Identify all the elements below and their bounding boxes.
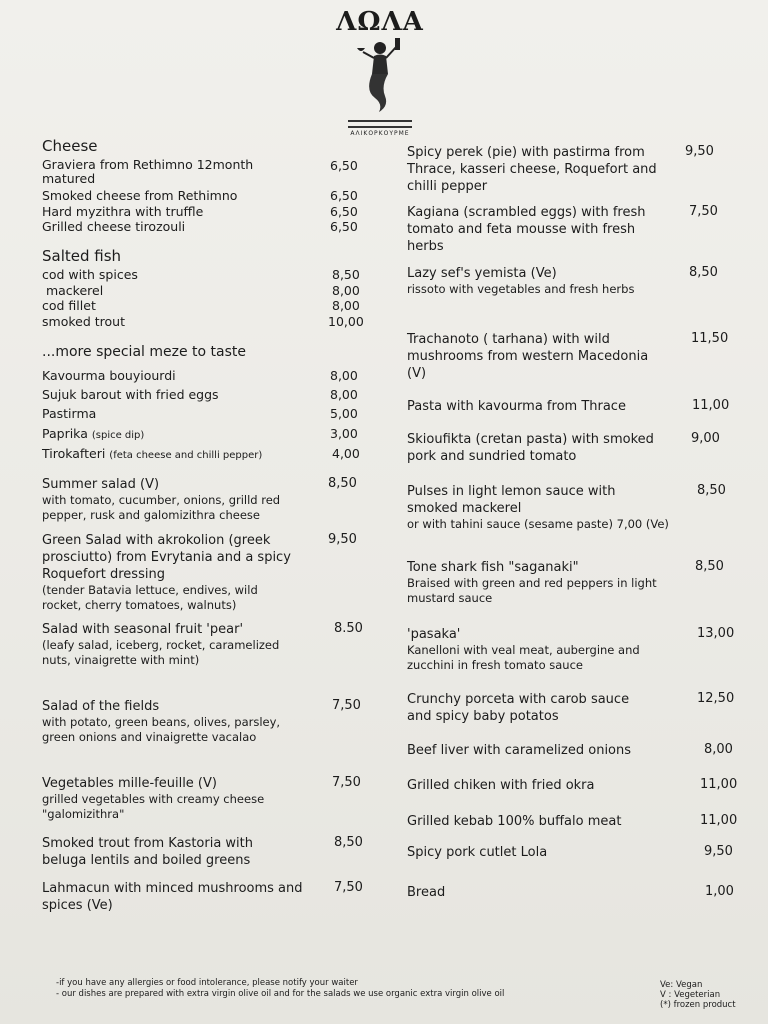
item-name: Grilled cheese tirozouli [42,219,186,234]
menu-item [42,158,372,186]
dish-price: 9,50 [704,844,733,859]
item-price: 8,00 [330,368,358,383]
item-price: 5,00 [330,406,358,421]
logo-subtitle: ΑΛΙΚΟΡΚΟΥΡΜΕ [350,130,410,137]
dish-title: Salad of the fields [42,699,160,714]
dish-description: (tender Batavia lettuce, endives, wild rocket, cherry tomatoes, walnuts) [42,583,258,612]
dish-description: (leafy salad, iceberg, rocket, caramelized nuts, vinaigrette with mint) [42,638,280,667]
dish-price: 11,00 [700,777,738,792]
dish [407,265,742,297]
dish [407,844,752,861]
dish-title: Tone shark fish "saganaki" [407,560,579,575]
item-price: 8,00 [330,387,358,402]
item-name: Hard myzithra with truffle [42,204,204,219]
dish [42,880,367,914]
item-name: Sujuk barout with fried eggs [42,387,219,402]
dish-price: 12,50 [697,691,735,706]
dish-price: 9,50 [328,532,357,547]
dish-price: 8,50 [334,835,363,850]
dish-title: Spicy perek (pie) with pastirma from Thrace, kasseri cheese, Roquefort and chilli pepper [407,145,657,194]
dish [407,398,752,415]
dish-price: 7,50 [334,880,363,895]
dish-description: rissoto with vegetables and fresh herbs [407,282,635,296]
dish-title: Vegetables mille-feuille (V) [42,776,217,791]
dish-price: 7,50 [332,698,361,713]
dish [407,777,752,794]
footer-line: -if you have any allergies or food intolerance, please notify your waiter [56,978,358,988]
item-name-text: Paprika [42,426,88,441]
dish-title: Crunchy porceta with carob sauce and spicy baby potatos [407,692,630,724]
dish-price: 7,50 [332,775,361,790]
dish [407,813,752,830]
dish [42,621,367,668]
dish-description: Braised with green and red peppers in light mustard sauce [407,576,657,605]
legend-vegetarian: V : Vegeterian [660,990,721,1000]
item-name: cod with spices [42,267,138,282]
section-heading-salted-fish: Salted fish [42,247,122,265]
dish [407,742,752,759]
dish-title: Salad with seasonal fruit 'pear' [42,622,244,637]
item-name: smoked trout [42,314,125,329]
dish-price: 8,50 [328,476,357,491]
dish [407,331,747,382]
dish [407,626,752,673]
dish-title: Smoked trout from Kastoria with beluga lentils and boiled greens [42,836,254,868]
section-heading-meze: ...more special meze to taste [42,344,246,360]
item-name: mackerel [42,283,104,298]
section-heading-cheese: Cheese [42,137,98,155]
dish-price: 9,50 [685,144,714,159]
allergy-note [56,978,504,1000]
dish [42,698,367,745]
dish-title: Skioufikta (cretan pasta) with smoked pork and sundried tomato [407,432,654,464]
dish-description: Kanelloni with veal meat, aubergine and zucchini in fresh tomato sauce [407,643,640,672]
dish-title: Pasta with kavourma from Thrace [407,399,626,414]
item-price: 10,00 [328,314,364,329]
dish [407,483,752,532]
dish-title: Kagiana (scrambled eggs) with fresh tomato and feta mousse with fresh herbs [407,205,646,254]
dish-description: with tomato, cucumber, onions, grilld red pepper, rusk and galomizithra cheese [42,493,281,522]
item-price: 4,00 [332,446,360,461]
dish-title: Lahmacun with minced mushrooms and spices (Ve) [42,881,303,913]
item-price: 8,00 [332,283,360,298]
dish-price: 7,50 [689,204,718,219]
legend-frozen: (*) frozen product [660,1000,736,1010]
dietary-legend [660,980,736,1010]
dish-description: or with tahini sauce (sesame paste) 7,00 (Ve) [407,517,669,531]
dish-price: 1,00 [705,884,734,899]
item-price: 8,50 [332,267,360,282]
dish-title: Trachanoto ( tarhana) with wild mushrooms from western Macedonia (V) [407,332,649,381]
dish-price: 9,00 [691,431,720,446]
item-price: 6,50 [330,158,358,173]
dish-title: 'pasaka' [407,627,461,642]
item-name [42,426,144,441]
dish-price: 8,50 [689,265,718,280]
dish [42,835,367,869]
item-note: (feta cheese and chilli pepper) [109,450,263,461]
dish-description: with potato, green beans, olives, parsley, green onions and vinaigrette vacalao [42,715,281,744]
dish-price: 8,50 [695,559,724,574]
dish-title: Spicy pork cutlet Lola [407,845,548,860]
dish-price: 8,00 [704,742,733,757]
dish-price: 11,00 [700,813,738,828]
dish [407,559,752,606]
item-price: 6,50 [330,204,358,219]
dish-title: Pulses in light lemon sauce with smoked mackerel [407,484,616,516]
dish-title: Beef liver with caramelized onions [407,743,632,758]
item-price: 3,00 [330,426,358,441]
item-note: (spice dip) [91,430,145,441]
item-name: Kavourma bouyiourdi [42,368,176,383]
dish-title: Green Salad with akrokolion (greek prosciutto) from Evrytania and a spicy Roquefort dressing [42,533,291,582]
dish-title: Bread [407,885,446,900]
dish-title: Lazy sef's yemista (Ve) [407,266,557,281]
item-name: Pastirma [42,406,97,421]
dish-price: 11,00 [692,398,730,413]
mermaid-logo-icon [345,36,415,116]
dish [42,476,362,523]
item-name [42,446,262,461]
item-name: cod fillet [42,298,96,313]
footer-line: - our dishes are prepared with extra virgin olive oil and for the salads we use organic extra virgin olive oil [56,989,505,999]
dish-title: Summer salad (V) [42,477,160,492]
dish [407,431,752,465]
legend-vegan: Ve: Vegan [660,980,703,990]
dish-description: grilled vegetables with creamy cheese "galomizithra" [42,792,265,821]
dish [407,144,742,195]
item-name: Smoked cheese from Rethimno [42,188,238,203]
item-price: 8,00 [332,298,360,313]
item-price: 6,50 [330,219,358,234]
dish-title: Grilled chiken with fried okra [407,778,595,793]
dish-price: 13,00 [697,626,735,641]
dish-title: Grilled kebab 100% buffalo meat [407,814,622,829]
restaurant-logo [330,8,430,137]
dish [407,691,752,725]
dish [42,775,367,822]
dish [407,204,742,255]
item-price: 6,50 [330,188,358,203]
dish [42,532,362,613]
dish-price: 11,50 [691,331,729,346]
dish-price: 8,50 [697,483,726,498]
item-name: Graviera from Rethimno 12month matured [42,157,254,186]
logo-title: ΛΩΛΑ [336,7,424,37]
item-name-text: Tirokafteri [42,446,106,461]
dish [407,884,752,901]
dish-price: 8.50 [334,621,363,636]
